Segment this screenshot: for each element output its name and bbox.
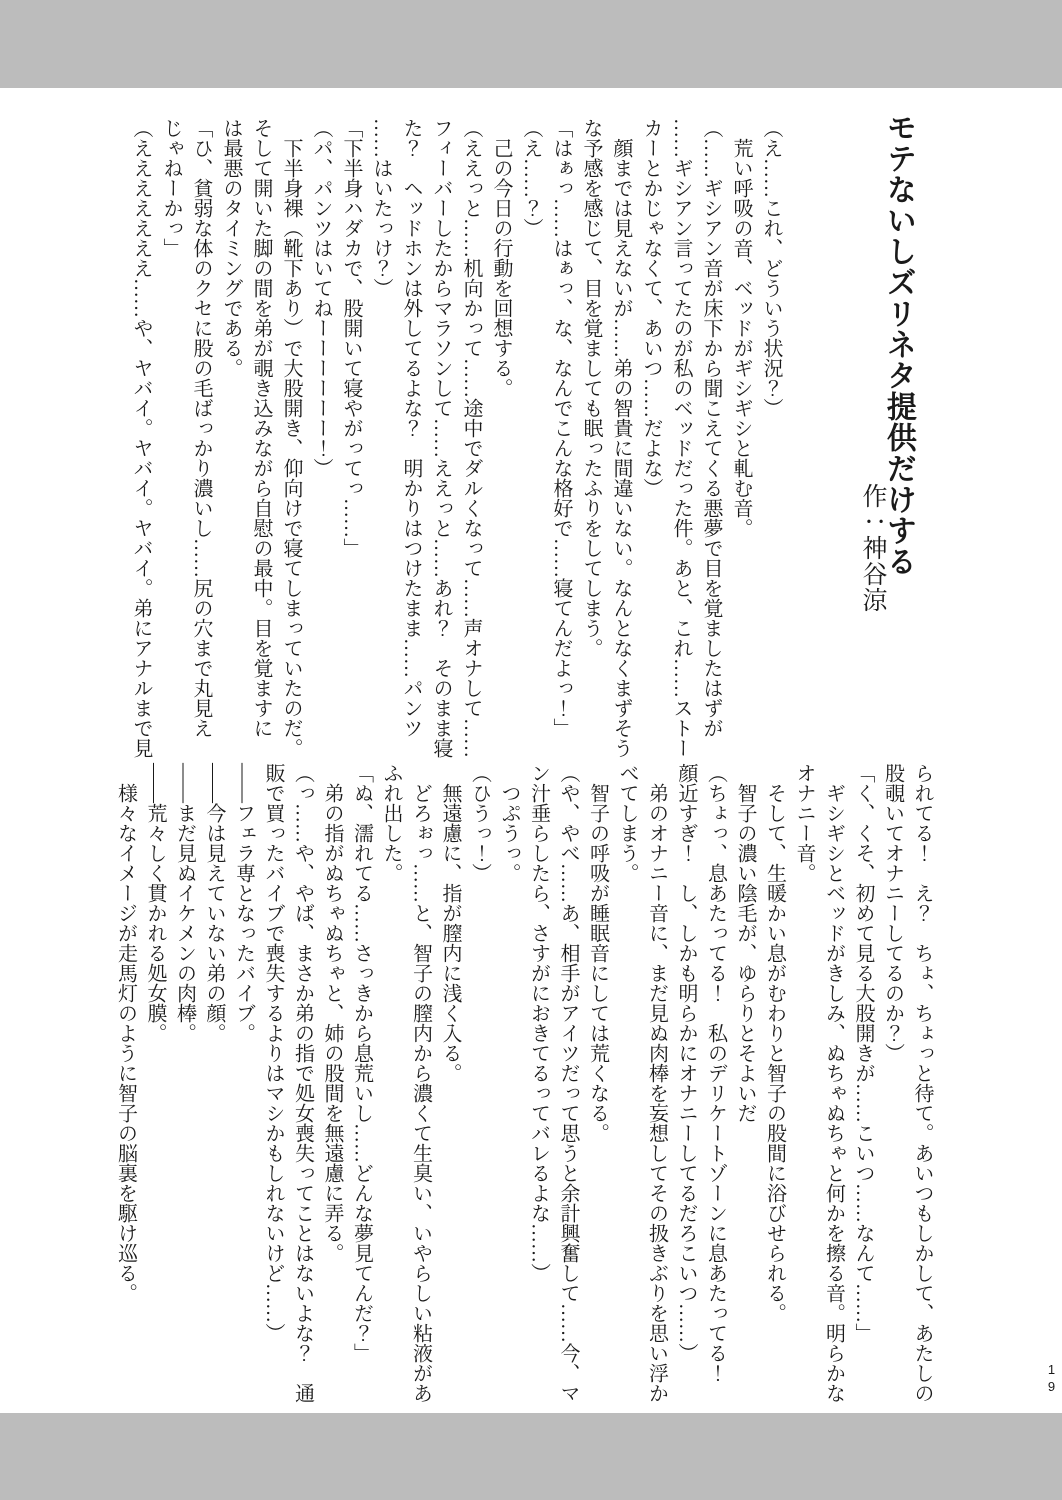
text-column: オナニー音。 bbox=[793, 763, 815, 883]
text-column: （ひうっ！） bbox=[468, 763, 491, 883]
text-column: 「はぁっ……はぁっ、な、なんでこんな格好で……寝てんだよっ！」 bbox=[550, 118, 572, 738]
text-column: ――フェラ専となったバイブ。 bbox=[232, 763, 255, 1043]
text-column: 「下半身ハダカで、股開いて寝やがってっ……」 bbox=[340, 118, 362, 558]
text-column: そして開いた脚の間を弟が覗き込みながら自慰の最中。目を覚ますに bbox=[250, 118, 272, 738]
text-column: （パ、パンツはいてねーーーーーー！） bbox=[310, 118, 332, 478]
text-column: べてしまう。 bbox=[616, 763, 638, 883]
text-column: ――荒々しく貫かれる処女膜。 bbox=[144, 763, 166, 1043]
text-column: 販で買ったバイブで喪失するよりはマシかもしれないけど……） bbox=[262, 763, 284, 1343]
text-column: 己の今日の行動を回想する。 bbox=[490, 118, 512, 398]
text-column: 智子の呼吸が睡眠音にしては荒くなる。 bbox=[586, 763, 609, 1143]
text-column: （ちょっ、息あたってる！ 私のデリケートゾーンに息あたってる！ bbox=[704, 763, 727, 1383]
text-column: 弟のオナニー音に、まだ見ぬ肉棒を妄想してその扱きぶりを思い浮か bbox=[645, 763, 668, 1403]
text-column: ギシギシとベッドがきしみ、ぬちゃぬちゃと何かを擦る音。明らかな bbox=[822, 763, 845, 1403]
text-column: （ええっと……机向かって……途中でダルくなって……声オナして…… bbox=[460, 118, 482, 758]
text-column: つぷうっ。 bbox=[498, 763, 520, 883]
text-column: 顔までは見えないが……弟の智貴に間違いない。なんとなくまずそう bbox=[610, 118, 632, 758]
text-column: 智子の濃い陰毛が、ゆらりとそよいだ bbox=[734, 763, 756, 1123]
text-column: ……はいたっけ？） bbox=[370, 118, 392, 298]
text-column: は最悪のタイミングである。 bbox=[220, 118, 242, 378]
text-column: ン汁垂らしたら、さすがにおきてるってバレるよな……） bbox=[527, 763, 550, 1283]
text-column: 「ひ、貧弱な体のクセに股の毛ばっかり濃いし……尻の穴まで丸見え bbox=[190, 118, 212, 738]
text-column: （っ……や、やば、まさか弟の指で処女喪失ってことはないよな？ 通 bbox=[291, 763, 314, 1403]
text-column: 「く、くそ、初めて見る大股開きが……こいつ……なんて……」 bbox=[852, 763, 874, 1343]
text-column: な予感を感じて、目を覚ましても眠ったふりをしてしまう。 bbox=[580, 118, 602, 658]
author-credit: 作：神谷涼 bbox=[859, 483, 887, 613]
text-column: （え……？） bbox=[520, 118, 542, 238]
text-column: フィーバーしたからマラソンして……ええっと……あれ？ そのまま寝 bbox=[430, 118, 452, 758]
text-column: られてる！ え？ ちょ、ちょっと待て。あいつもしかして、あたしの bbox=[911, 763, 933, 1403]
text-column: 荒い呼吸の音、ベッドがギシギシと軋む音。 bbox=[730, 118, 752, 538]
text-column: 弟の指がぬちゃぬちゃと、姉の股間を無遠慮に弄る。 bbox=[321, 763, 343, 1263]
body-text-top bbox=[126, 118, 786, 766]
text-column: 「ぬ、濡れてる……さっきから息荒いし……どんな夢見てんだ？」 bbox=[350, 763, 373, 1363]
text-column: どろぉっ……と、智子の膣内から濃くて生臭い、いやらしい粘液があ bbox=[409, 763, 432, 1403]
text-column: 様々なイメージが走馬灯のように智子の脳裏を駆け巡る。 bbox=[114, 763, 137, 1303]
text-column: 無遠慮に、指が膣内に浅く入る。 bbox=[439, 763, 461, 1083]
text-column: （や、やべ……あ、相手がアイツだって思うと余計興奮して……今、マ bbox=[557, 763, 579, 1403]
page-paper bbox=[0, 88, 1062, 1413]
text-column: （……ギシアン音が床下から聞こえてくる悪夢で目を覚ましたはずが bbox=[700, 118, 722, 738]
text-column: （えええええええ……や、ヤバイ。ヤバイ。ヤバイ。弟にアナルまで見 bbox=[130, 118, 152, 758]
text-column: 股覗いてオナニーしてるのか？） bbox=[881, 763, 904, 1063]
text-column: そして、生暖かい息がむわりと智子の股間に浴びせられる。 bbox=[763, 763, 786, 1323]
text-column: ――今は見えていない弟の顔。 bbox=[203, 763, 225, 1043]
page-number: 19 bbox=[1044, 1362, 1059, 1396]
doujin-title: モテないしズリネタ提供だけする bbox=[881, 112, 915, 577]
text-column: ふれ出した。 bbox=[380, 763, 402, 883]
text-column: た？ ヘッドホンは外してるよな？ 明かりはつけたまま……パンツ bbox=[400, 118, 422, 738]
text-column: 下半身裸（靴下あり）で大股開き、仰向けで寝てしまっていたのだ。 bbox=[280, 118, 302, 758]
text-column: カーとかじゃなくて、あいつ……だよな） bbox=[640, 118, 662, 498]
text-column: じゃねーかっ」 bbox=[160, 118, 182, 258]
body-text-bottom bbox=[110, 763, 936, 1403]
text-column: ……ギシアン言ってたのが私のベッドだった件。あと、これ……ストー bbox=[670, 118, 692, 758]
text-column: ――まだ見ぬイケメンの肉棒。 bbox=[173, 763, 196, 1043]
text-column: （え……これ、どういう状況？） bbox=[760, 118, 782, 418]
text-column: 顔近すぎ！ し、しかも明らかにオナニーしてるだろこいつ……） bbox=[675, 763, 697, 1363]
